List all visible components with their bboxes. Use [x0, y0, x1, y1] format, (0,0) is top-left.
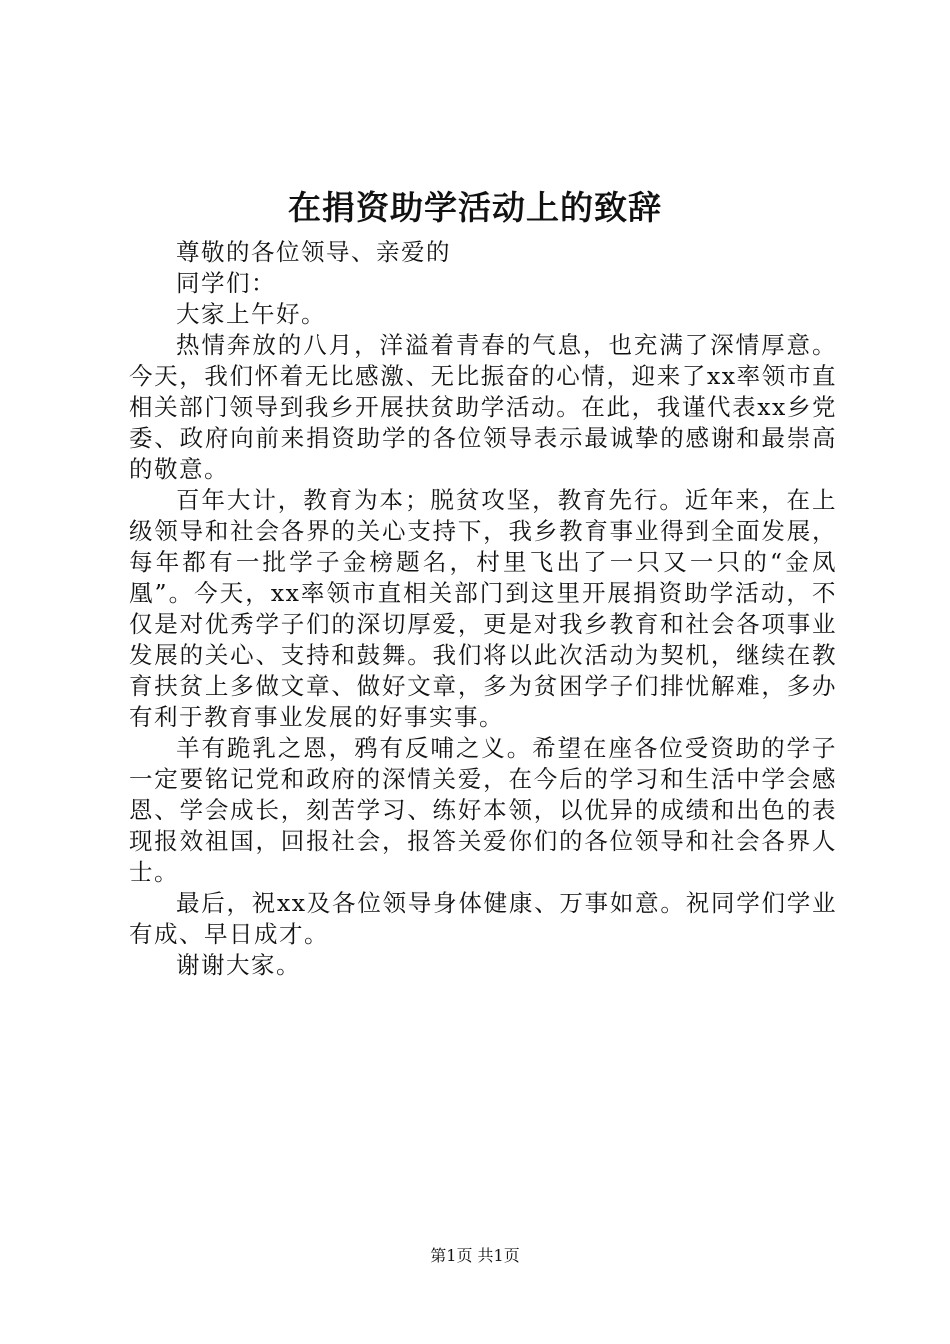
page-number-footer: 第1页 共1页	[430, 1246, 520, 1265]
body-paragraph: 羊有跪乳之恩，鸦有反哺之义。希望在座各位受资助的学子一定要铭记党和政府的深情关爱，在今后的学习和生活中学会感恩、学会成长，刻苦学习、练好本领，以优异的成绩和出色的表现报效祖国，回报社会，报答关爱你们的各位领导和社会各界人士。	[129, 734, 837, 886]
body-paragraph: 热情奔放的八月，洋溢着青春的气息，也充满了深情厚意。今天，我们怀着无比感激、无比振奋的心情，迎来了xx率领市直相关部门领导到我乡开展扶贫助学活动。在此，我谨代表xx乡党委、政府向前来捐资助学的各位领导表示最诚挚的感谢和最崇高的敬意。	[129, 331, 837, 483]
body-paragraph: 百年大计，教育为本；脱贫攻坚，教育先行。近年来，在上级领导和社会各界的关心支持下，我乡教育事业得到全面发展，每年都有一批学子金榜题名，村里飞出了一只又一只的“金凤凰”。今天，xx率领市直相关部门到这里开展捐资助学活动，不仅是对优秀学子们的深切厚爱，更是对我乡教育和社会各项事业发展的关心、支持和鼓舞。我们将以此次活动为契机，继续在教育扶贫上多做文章、做好文章，多为贫困学子们排忧解难，多办有利于教育事业发展的好事实事。	[129, 486, 837, 731]
document-title: 在捐资助学活动上的致辞	[288, 188, 662, 227]
salutation-line-1: 尊敬的各位领导、亲爱的	[176, 238, 451, 266]
closing-paragraph: 最后，祝xx及各位领导身体健康、万事如意。祝同学们学业有成、早日成才。	[129, 889, 837, 948]
document-body	[129, 237, 837, 981]
greeting-line: 大家上午好。	[176, 300, 326, 328]
salutation-line-2: 同学们：	[176, 269, 276, 297]
thanks-line: 谢谢大家。	[176, 951, 301, 979]
